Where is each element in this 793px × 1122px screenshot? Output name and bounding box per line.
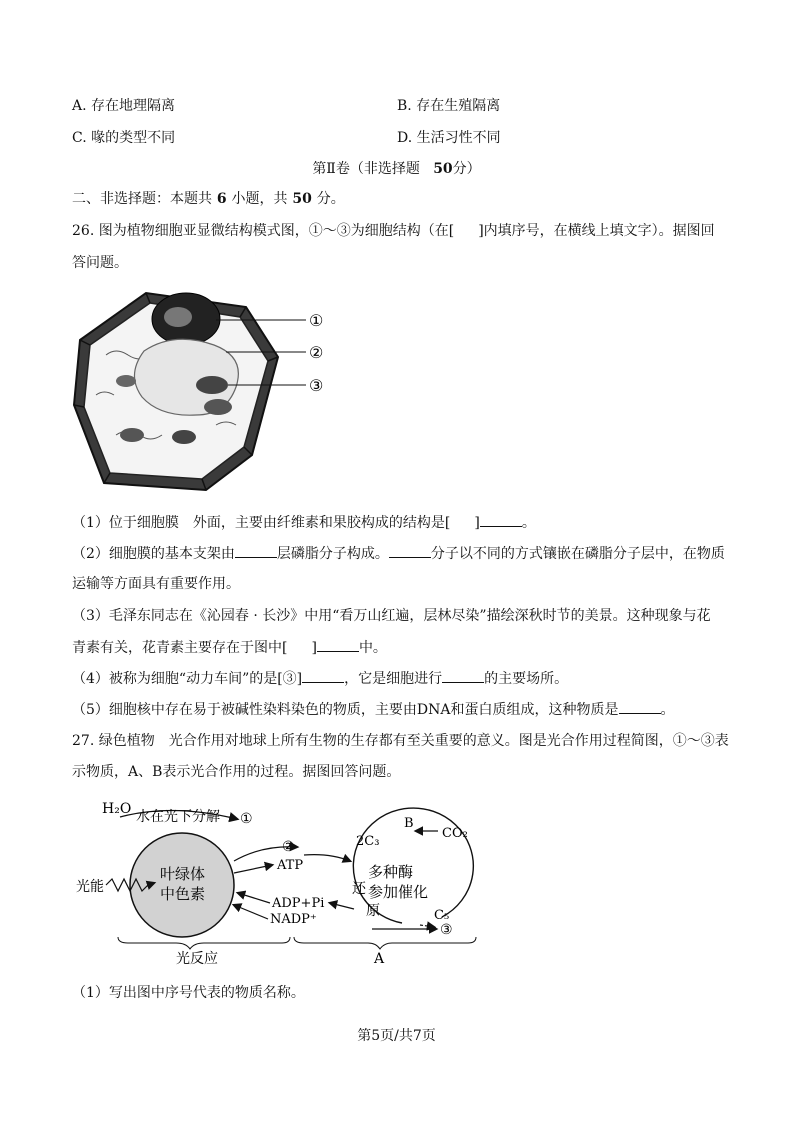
enzyme-line1: 多种酶 xyxy=(368,863,414,881)
cell-label-1: ① xyxy=(309,311,324,330)
light-reaction-brace xyxy=(118,937,290,949)
q26-sub2-line2: 运输等方面具有重要作用。 xyxy=(72,576,240,592)
product-2: ② xyxy=(282,839,295,855)
light-energy-label: 光能 xyxy=(76,879,104,895)
product-1: ① xyxy=(240,811,253,827)
pigment-line1: 叶绿体 xyxy=(160,865,206,883)
cell-label-3: ③ xyxy=(309,376,324,395)
enzyme-line2: 参加催化 xyxy=(368,883,429,901)
option-c: C. 喙的类型不同 xyxy=(72,130,176,146)
section-heading: 二、非选择题：本题共 6 小题，共 50 分。 xyxy=(72,191,345,207)
light-reaction-label: 光反应 xyxy=(176,951,218,967)
page-footer: 第5页/共7页 xyxy=(357,1028,436,1044)
q26-sub2: （2）细胞膜的基本支架由 层磷脂分子构成。 分子以不同的方式镶嵌在磷脂分子层中，在物质 xyxy=(72,543,725,564)
reduce-char-2: 原 xyxy=(366,903,380,919)
cell-label-2: ② xyxy=(309,343,324,362)
water-split-label: 水在光下分解 xyxy=(136,809,220,825)
pigment-line2: 中色素 xyxy=(160,885,206,903)
q27-stem-line2: 示物质，A、B表示光合作用的过程。据图回答问题。 xyxy=(72,764,401,780)
c3-label: 2C₃ xyxy=(356,834,380,849)
co2-label: CO₂ xyxy=(442,826,468,841)
q27-stem-line1: 27. 绿色植物 光合作用对地球上所有生物的生存都有至关重要的意义。图是光合作用过程简图，①～③表 xyxy=(72,733,729,749)
option-d: D. 生活习性不同 xyxy=(397,130,501,146)
q26-stem-line2: 答问题。 xyxy=(72,255,128,271)
dark-reaction-brace xyxy=(294,937,476,949)
h2o-label: H₂O xyxy=(102,801,132,817)
product-3: ③ xyxy=(440,922,453,938)
a-label: A xyxy=(374,951,385,967)
reduce-char-1: 还 xyxy=(352,881,366,897)
c5-label: C₅ xyxy=(434,908,450,923)
atp-label: ATP xyxy=(277,858,304,873)
q26-sub3-line2: 青素有关，花青素主要存在于图中[ ] 中。 xyxy=(72,637,387,658)
q26-sub1: （1）位于细胞膜 外面，主要由纤维素和果胶构成的结构是[ ] 。 xyxy=(72,512,536,533)
q26-stem-line1: 26. 图为植物细胞亚显微结构模式图，①～③为细胞结构（在[ ]内填序号，在横线上填文字）。据图回 xyxy=(72,223,715,239)
option-b: B. 存在生殖隔离 xyxy=(397,98,501,114)
section-title: 第Ⅱ卷（非选择题 50分） xyxy=(312,161,481,177)
q26-sub5: （5）细胞核中存在易于被碱性染料染色的物质，主要由DNA和蛋白质组成，这种物质是 。 xyxy=(72,699,675,720)
photosynthesis-diagram xyxy=(72,795,492,970)
q26-sub3-line1: （3）毛泽东同志在《沁园春 · 长沙》中用“看万山红遍，层林尽染”描绘深秋时节的美景。这种现象与花 xyxy=(72,608,711,624)
option-a: A. 存在地理隔离 xyxy=(72,98,176,114)
plant-cell-diagram xyxy=(66,285,336,495)
b-label: B xyxy=(404,816,414,831)
nadp-label: NADP⁺ xyxy=(270,912,317,927)
adp-pi-label: ADP+Pi xyxy=(272,896,325,911)
q26-sub4: （4）被称为细胞“动力车间”的是[③] ，它是细胞进行 的主要场所。 xyxy=(72,668,568,689)
q27-sub1: （1）写出图中序号代表的物质名称。 xyxy=(72,985,305,1001)
